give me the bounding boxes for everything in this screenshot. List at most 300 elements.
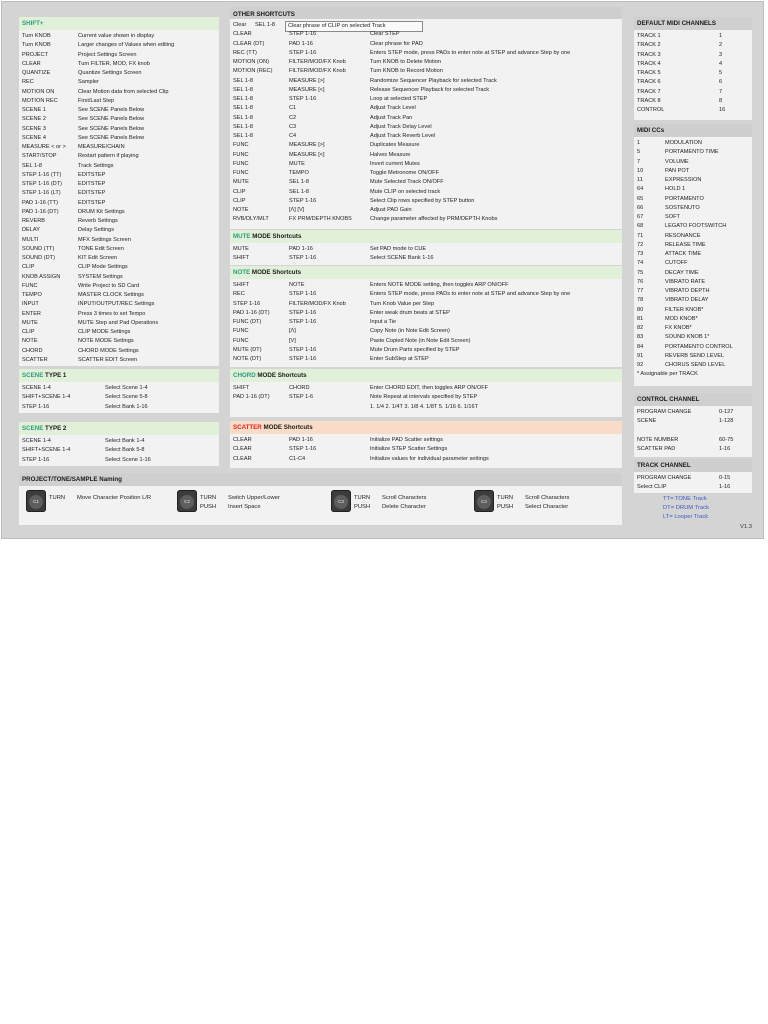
midi-cc-col2: HOLD 1 xyxy=(665,186,686,193)
midi-cc-col2: PAN POT xyxy=(665,167,690,174)
shift-row xyxy=(22,208,219,217)
chord-mode-rows xyxy=(230,382,622,412)
knob-2-icon xyxy=(177,490,197,512)
midi-cc-col2: PORTAMENTO CONTROL xyxy=(665,343,733,350)
control-channel-row xyxy=(637,417,752,426)
midi-cc-row xyxy=(637,241,752,250)
midi-cc-row xyxy=(637,287,752,296)
knob-4-icon xyxy=(474,490,494,512)
other-col3: Adjust Track Reverb Level xyxy=(370,133,436,139)
midi-channels-panel xyxy=(634,17,752,120)
scene-type1-rows xyxy=(19,382,219,412)
midi-cc-row xyxy=(637,167,752,176)
shift-row xyxy=(22,226,219,235)
midi-cc-col1: 82 xyxy=(637,325,644,331)
knob-push-action: Insert Space xyxy=(228,504,261,510)
control-channel-col2: 0-127 xyxy=(719,409,734,415)
knob-push-label: PUSH xyxy=(497,504,514,510)
chord-mode-col3: Enter CHORD EDIT, then toggles ARP ON/OFF xyxy=(370,385,489,391)
midi-cc-col1: 73 xyxy=(637,251,644,257)
other-first-row xyxy=(233,21,622,30)
midi-cc-row xyxy=(637,352,752,361)
midi-channel-col2: 1 xyxy=(719,33,723,39)
midi-channel-col2: 3 xyxy=(719,51,723,58)
other-row xyxy=(233,123,622,132)
control-channel-row xyxy=(637,427,752,436)
chord-mode-col2: CHORD xyxy=(289,385,310,391)
control-channel-header: CONTROL CHANNEL xyxy=(634,393,752,406)
midi-cc-col1: 80 xyxy=(637,306,644,313)
knob-push-action: Select Character xyxy=(525,504,569,510)
scatter-mode-col1: CLEAR xyxy=(233,437,252,443)
scatter-mode-col3: Initialize PAD Scatter settings xyxy=(370,437,443,443)
other-col2: FILTER/MOD/FX Knob xyxy=(289,59,346,65)
shift-row xyxy=(22,106,219,115)
note-mode-row xyxy=(233,281,622,290)
midi-cc-col2: VIBRATO RATE xyxy=(665,278,706,285)
shift-col1: NOTE xyxy=(22,338,38,345)
midi-cc-row xyxy=(637,158,752,167)
other-first-col2: SEL 1-8 xyxy=(255,22,276,28)
control-channel-col1: PROGRAM CHANGE xyxy=(637,409,692,415)
other-shortcuts-panel xyxy=(230,7,622,229)
control-channel-row xyxy=(637,436,752,445)
note-mode-col3: Paste Copied Note (in Note Edit Screen) xyxy=(370,337,471,344)
shift-col1: DELAY xyxy=(22,227,40,234)
midi-cc-col2: CUTOFF xyxy=(665,260,688,267)
shift-col1: START/STOP xyxy=(22,153,57,160)
knob-turn-label: TURN xyxy=(200,495,217,501)
shift-col1: STEP 1-16 (DT) xyxy=(22,181,62,187)
shift-col1: SOUND (DT) xyxy=(22,255,55,261)
shift-row xyxy=(22,282,219,291)
midi-channel-row xyxy=(637,106,752,115)
scene-type2-col1: STEP 1-16 xyxy=(22,456,50,463)
note-mode-col2: [V] xyxy=(289,337,296,344)
shift-row xyxy=(22,78,219,87)
note-mode-col2: STEP 1-16 xyxy=(289,356,317,362)
shift-col1: CLEAR xyxy=(22,60,41,67)
scene-type2-col1: SCENE 1-4 xyxy=(22,438,51,444)
shift-col1: REC xyxy=(22,79,34,86)
scene-type1-col1: SCENE 1-4 xyxy=(22,385,51,391)
scatter-mode-row xyxy=(233,445,622,454)
knob-turn-action: Switch Upper/Lower xyxy=(228,495,280,501)
shift-col1: MULTI xyxy=(22,236,39,243)
note-mode-col1: SHIFT xyxy=(233,282,250,288)
shift-col2: See SCENE Panels Below xyxy=(78,134,145,141)
other-col2: STEP 1-16 xyxy=(289,49,317,56)
other-col1: SEL 1-8 xyxy=(233,133,254,139)
other-col2: STEP 1-16 xyxy=(289,197,317,204)
midi-cc-col2: FILTER KNOB* xyxy=(665,306,704,313)
other-row xyxy=(233,132,622,141)
mute-mode-col3: Set PAD mode to CUE xyxy=(370,246,427,252)
scene-type1-col2: Select Scene 5-8 xyxy=(105,394,148,401)
shift-col2: Reverb Settings xyxy=(78,218,118,224)
control-channel-rows xyxy=(634,406,752,454)
other-shortcuts-header: OTHER SHORTCUTS xyxy=(230,7,622,19)
note-mode-col2: [Λ] xyxy=(289,328,296,335)
other-col3: Turn KNOB to Record Motion xyxy=(370,68,443,75)
shift-row xyxy=(22,180,219,189)
shift-row xyxy=(22,69,219,78)
shift-header: SHIFT+ xyxy=(19,17,219,30)
scene-type1-row xyxy=(22,403,219,412)
mute-mode-col1: SHIFT xyxy=(233,255,250,262)
shift-col1: SCENE 3 xyxy=(22,125,46,132)
note-mode-row xyxy=(233,346,622,355)
other-col1: CLEAR (DT) xyxy=(233,40,265,47)
midi-cc-col1: 78 xyxy=(637,297,644,304)
knob-turn-label: TURN xyxy=(49,495,66,501)
shift-row xyxy=(22,356,219,365)
shift-col2: Track Settings xyxy=(78,162,114,169)
note-mode-col3: Input a Tie xyxy=(370,319,397,325)
midi-cc-col2: VIBRATO DEPTH xyxy=(665,288,710,294)
shift-col2: EDITSTEP xyxy=(78,171,106,178)
midi-cc-col1: 68 xyxy=(637,223,644,230)
other-col3: Clear STEP xyxy=(370,31,400,38)
chord-mode-row xyxy=(233,384,622,393)
shift-col2: Quantize Settings Screen xyxy=(78,70,142,76)
track-channel-col2: 0-15 xyxy=(719,475,731,481)
note-mode-col3: Enter SubStep at STEP xyxy=(370,356,429,362)
midi-ccs-rows xyxy=(634,137,752,380)
knob-push-label: PUSH xyxy=(354,504,371,510)
other-col2: MEASURE [>] xyxy=(289,142,325,149)
shift-row xyxy=(22,263,219,272)
midi-cc-row xyxy=(637,139,752,148)
midi-cc-row xyxy=(637,333,752,342)
other-col1: FUNC xyxy=(233,142,249,149)
midi-cc-col2: EXPRESSION xyxy=(665,177,702,183)
shift-col1: STEP 1-16 (TT) xyxy=(22,171,62,178)
midi-cc-row xyxy=(637,296,752,305)
other-col3: Randomize Sequencer Playback for selected Track xyxy=(370,77,497,84)
scene-type2-row xyxy=(22,446,219,455)
note-mode-col1: STEP 1-16 xyxy=(233,300,261,307)
midi-cc-row xyxy=(637,269,752,278)
midi-cc-row xyxy=(637,278,752,287)
scene-type1-col2: Select Bank 1-16 xyxy=(105,403,148,410)
other-col3: Invert current Mutes xyxy=(370,160,420,167)
control-channel-row xyxy=(637,445,752,454)
midi-cc-row xyxy=(637,222,752,231)
other-col3: Mute CLIP on selected track xyxy=(370,188,441,195)
control-channel-col1: SCATTER PAD xyxy=(637,446,676,452)
shift-col1: ENTER xyxy=(22,310,41,317)
note-mode-col1: FUNC xyxy=(233,328,249,335)
other-col2: C3 xyxy=(289,123,297,130)
midi-cc-col1: 76 xyxy=(637,278,644,285)
midi-cc-row xyxy=(637,176,752,185)
other-row xyxy=(233,178,622,187)
mute-mode-col2: PAD 1-16 xyxy=(289,246,313,252)
control-channel-col2: 1-16 xyxy=(719,446,731,452)
chord-mode-col1: PAD 1-16 (DT) xyxy=(233,394,270,401)
note-mode-col3: Enter weak drum beats at STEP xyxy=(370,309,450,316)
other-row xyxy=(233,49,622,58)
other-col1: CLIP xyxy=(233,197,246,204)
scene-type2-panel xyxy=(19,422,219,466)
shift-col2: Project Settings Screen xyxy=(78,51,137,58)
scene-type1-header: SCENE TYPE 1 xyxy=(19,369,219,382)
other-row xyxy=(233,215,622,224)
shift-row xyxy=(22,328,219,337)
knob-cap-label: C1 xyxy=(29,495,43,509)
naming-panel xyxy=(19,473,622,525)
shift-col2: Clear Motion data from selected Clip xyxy=(78,88,169,95)
midi-channels-rows xyxy=(634,30,752,115)
shift-col1: Turn KNOB xyxy=(22,42,51,49)
midi-channel-col1: TRACK 2 xyxy=(637,42,661,49)
note-mode-row xyxy=(233,290,622,299)
track-channel-row xyxy=(637,474,752,483)
control-channel-row xyxy=(637,408,752,417)
knob-turn-action: Move Character Position L/R xyxy=(77,495,152,501)
shift-col2: See SCENE Panels Below xyxy=(78,107,145,113)
midi-channel-col2: 5 xyxy=(719,70,723,76)
other-row xyxy=(233,104,622,113)
mute-mode-rows xyxy=(230,243,622,264)
midi-channel-row xyxy=(637,32,752,41)
shift-col1: SCENE 1 xyxy=(22,107,46,113)
shift-col2: MFX Settings Screen xyxy=(78,236,131,243)
midi-channel-row xyxy=(637,88,752,97)
other-col3: Turn KNOB to Delete Motion xyxy=(370,59,441,65)
midi-cc-col2: PORTAMENTO TIME xyxy=(665,149,719,156)
midi-channel-row xyxy=(637,41,752,50)
other-row xyxy=(233,188,622,197)
legend-drum: DT= DRUM Track xyxy=(663,505,709,511)
midi-channel-col1: TRACK 6 xyxy=(637,79,661,86)
shift-row xyxy=(22,51,219,60)
shift-col1: CLIP xyxy=(22,264,35,271)
chord-mode-col2: STEP 1-6 xyxy=(289,394,314,401)
midi-cc-col1: 91 xyxy=(637,352,644,359)
shift-row xyxy=(22,97,219,106)
midi-cc-col2: RESONANCE xyxy=(665,232,701,239)
midi-cc-row xyxy=(637,343,752,352)
shift-row xyxy=(22,347,219,356)
shift-row xyxy=(22,125,219,134)
midi-cc-row xyxy=(637,250,752,259)
midi-cc-col1: 11 xyxy=(637,177,643,183)
cheat-sheet xyxy=(1,1,764,539)
shift-col2: CLIP MODE Settings xyxy=(78,329,131,335)
other-row xyxy=(233,197,622,206)
note-mode-col2: FILTER/MOD/FX Knob xyxy=(289,300,346,307)
track-channel-row xyxy=(637,483,752,492)
shift-col1: TEMPO xyxy=(22,292,42,298)
midi-cc-col1: 7 xyxy=(637,158,641,165)
scene-type2-col2: Select Bank 1-4 xyxy=(105,438,145,444)
shift-col2: MEASURE/CHAIN xyxy=(78,144,125,150)
other-col3: Release Sequencer Playback for selected Track xyxy=(370,86,490,93)
shift-col1: KNOB ASSIGN xyxy=(22,273,61,280)
track-channel-header: TRACK CHANNEL xyxy=(634,459,752,472)
midi-cc-col2: ATTACK TIME xyxy=(665,251,702,257)
chord-mode-col3: Note Repeat at intervals specified by STEP xyxy=(370,394,478,401)
mute-mode-col2: STEP 1-16 xyxy=(289,255,317,262)
legend-looper: LT= Looper Track xyxy=(663,514,709,520)
midi-cc-row xyxy=(637,315,752,324)
chord-mode-row xyxy=(233,403,622,412)
other-row xyxy=(233,95,622,104)
midi-channel-col2: 4 xyxy=(719,60,723,67)
other-col3: Clear phrase for PAD xyxy=(370,40,423,47)
shift-row xyxy=(22,254,219,263)
midi-cc-col1: 81 xyxy=(637,315,644,322)
shift-col1: MEASURE < or > xyxy=(22,144,66,150)
note-mode-col1: FUNC xyxy=(233,337,249,344)
mute-mode-panel xyxy=(230,230,622,265)
scene-type1-panel xyxy=(19,369,219,413)
note-mode-col1: REC xyxy=(233,291,245,298)
other-col2: TEMPO xyxy=(289,170,309,176)
mute-mode-row xyxy=(233,254,622,263)
shift-row xyxy=(22,310,219,319)
other-col2: STEP 1-16 xyxy=(289,96,317,102)
control-channel-col1: SCENE xyxy=(637,418,657,425)
shift-col2: SCATTER EDIT Screen xyxy=(78,356,138,363)
other-col1: REC (TT) xyxy=(233,49,257,56)
knob-cap-label: C4 xyxy=(477,495,491,509)
note-mode-row xyxy=(233,318,622,327)
other-col2: C4 xyxy=(289,133,297,139)
shift-col2: EDITSTEP xyxy=(78,190,106,197)
scene-type2-col2: Select Bank 5-8 xyxy=(105,447,145,454)
shift-col1: QUANTIZE xyxy=(22,70,51,76)
midi-channel-row xyxy=(637,78,752,87)
other-row xyxy=(233,40,622,49)
other-col1: FUNC xyxy=(233,170,249,176)
shift-row xyxy=(22,189,219,198)
knob-turn-action: Scroll Characters xyxy=(382,495,427,501)
scene-type1-col1: SHIFT+SCENE 1-4 xyxy=(22,394,71,401)
shift-row xyxy=(22,162,219,171)
midi-channel-row xyxy=(637,51,752,60)
midi-channel-col1: TRACK 3 xyxy=(637,51,661,58)
shift-row xyxy=(22,32,219,41)
midi-cc-row xyxy=(637,361,752,370)
scatter-mode-col2: C1-C4 xyxy=(289,455,306,462)
shift-row xyxy=(22,88,219,97)
note-mode-panel xyxy=(230,266,622,367)
control-channel-panel xyxy=(634,393,752,457)
midi-cc-col2: FX KNOB* xyxy=(665,325,692,331)
shift-col2: Restart pattern if playing xyxy=(78,153,139,160)
midi-channel-col1: TRACK 7 xyxy=(637,88,661,95)
mute-mode-row xyxy=(233,245,622,254)
track-channel-rows xyxy=(634,472,752,493)
shift-col1: INPUT xyxy=(22,301,39,308)
shift-panel xyxy=(19,17,219,366)
shift-row xyxy=(22,199,219,208)
note-mode-col3: Copy Note (in Note Edit Screen) xyxy=(370,328,450,335)
shift-col2: EDITSTEP xyxy=(78,199,106,206)
scene-type1-row xyxy=(22,384,219,393)
midi-cc-row xyxy=(637,259,752,268)
shift-col1: PROJECT xyxy=(22,51,49,58)
midi-channel-row xyxy=(637,60,752,69)
midi-channels-header: DEFAULT MIDI CHANNELS xyxy=(634,17,752,30)
note-mode-rows xyxy=(230,279,622,364)
midi-cc-col2: RELEASE TIME xyxy=(665,241,706,248)
knob-1-icon xyxy=(26,490,46,512)
other-row xyxy=(233,206,622,215)
shift-row xyxy=(22,152,219,161)
other-shortcuts-rows xyxy=(230,19,622,225)
midi-cc-col1: 1 xyxy=(637,140,641,146)
other-row xyxy=(233,58,622,67)
midi-ccs-panel xyxy=(634,124,752,386)
shift-row xyxy=(22,337,219,346)
mute-mode-col3: Select SCENE Bank 1-16 xyxy=(370,255,434,262)
other-col1: CLIP xyxy=(233,188,246,195)
naming-header: PROJECT/TONE/SAMPLE Naming xyxy=(19,473,622,486)
other-col1: SEL 1-8 xyxy=(233,86,254,93)
control-channel-col2: 60-75 xyxy=(719,436,734,443)
midi-cc-col1: 5 xyxy=(637,149,641,156)
note-mode-col1: PAD 1-16 (DT) xyxy=(233,309,270,316)
midi-channel-col2: 6 xyxy=(719,79,723,86)
note-mode-col3: Mute Drum Parts specified by STEP xyxy=(370,346,460,353)
other-col1: MOTION (REC) xyxy=(233,68,273,75)
other-col2: MEASURE [<] xyxy=(289,151,325,158)
other-col2: SEL 1-8 xyxy=(289,179,310,186)
midi-cc-col1: 84 xyxy=(637,343,644,350)
chord-mode-col1: SHIFT xyxy=(233,385,250,391)
midi-cc-col2: VIBRATO DELAY xyxy=(665,297,709,304)
shift-col2: Turn FILTER, MOD, FX knob xyxy=(78,60,150,67)
shift-row xyxy=(22,60,219,69)
shift-col1: CHORD xyxy=(22,347,43,354)
knob-cap-label: C3 xyxy=(334,495,348,509)
midi-cc-row xyxy=(637,324,752,333)
note-mode-col2: STEP 1-16 xyxy=(289,291,317,298)
shift-col2: First/Last Step xyxy=(78,97,115,104)
midi-channel-col1: TRACK 8 xyxy=(637,97,661,104)
shift-col1: CLIP xyxy=(22,329,35,335)
mute-mode-header: MUTE MODE Shortcuts xyxy=(230,230,622,243)
other-row xyxy=(233,160,622,169)
other-col1: FUNC xyxy=(233,160,249,167)
note-mode-col2: NOTE xyxy=(289,282,305,288)
knob-push-label: PUSH xyxy=(200,504,217,510)
other-col1: SEL 1-8 xyxy=(233,77,254,84)
other-col1: FUNC xyxy=(233,151,249,158)
midi-cc-row xyxy=(637,195,752,204)
other-col1: SEL 1-8 xyxy=(233,105,254,112)
note-mode-row xyxy=(233,327,622,336)
knob-3-icon xyxy=(331,490,351,512)
midi-channel-col2: 8 xyxy=(719,97,723,104)
other-col3: Toggle Metronome ON/OFF xyxy=(370,170,440,176)
shift-rows xyxy=(19,30,219,365)
midi-channel-col2: 2 xyxy=(719,42,723,49)
midi-cc-footnote: * Assignable per TRACK xyxy=(637,371,698,378)
scene-type2-col2: Select Scene 1-16 xyxy=(105,456,151,463)
knob-cap-label: C2 xyxy=(180,495,194,509)
midi-cc-col1: 10 xyxy=(637,167,644,174)
other-col2: SEL 1-8 xyxy=(289,188,310,195)
other-col1: SEL 1-8 xyxy=(233,114,254,121)
scene-type2-rows xyxy=(19,435,219,465)
shift-row xyxy=(22,236,219,245)
control-channel-col2: 1-128 xyxy=(719,418,734,425)
